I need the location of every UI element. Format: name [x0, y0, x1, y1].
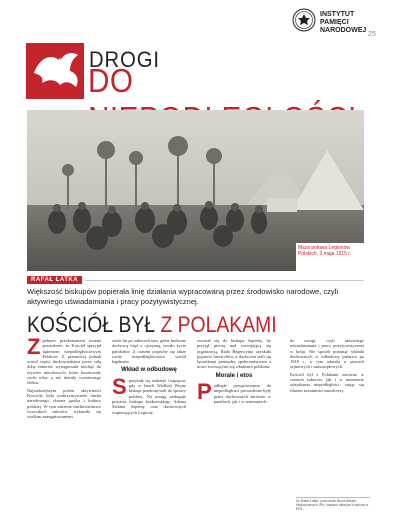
dropcap: S — [112, 373, 127, 399]
article-column-2 — [112, 338, 186, 417]
series-title-top: DROGI — [89, 47, 160, 72]
ipn-eagle-logo — [26, 43, 84, 99]
publisher-line: INSTYTUT — [320, 11, 355, 18]
divider — [85, 280, 364, 281]
photo-caption: Msza polowa Legionów Polskich, 3 maja 1915 r. — [298, 245, 352, 257]
series-title-main: DO — [88, 62, 134, 99]
article-title-accent: Z POLAKAMI — [160, 312, 277, 337]
paragraph — [112, 373, 186, 415]
article-lead: Większość biskupów popierała linię działania wypracowaną przez środowisko narodowe, czyli aktywnego uświadamiania i pracy pozytywistycznej. — [27, 287, 338, 306]
paragraph: do uwagi, czyli aktywnego uświadamiania i pracy pozytywistycznej w kraju. Nie sposób pominąć wkładu duchownych w odbudowę państwa po 1918 r., w tym udziału w pracach sejmowych i samorządowych. — [290, 338, 364, 370]
paragraph — [197, 379, 271, 405]
article-title-main: KOŚCIÓŁ BYŁ — [27, 312, 156, 337]
article-column-1 — [27, 334, 101, 421]
publisher-name — [320, 11, 366, 35]
paragraph-text: odległe przygotowania do niepodległości prowadzone były przez duchownych zarówno w parafiach, jak i w seminariach. — [213, 383, 271, 404]
article-column-3 — [197, 338, 271, 406]
ipn-emblem-icon — [292, 8, 316, 32]
publisher-line: NARODOWEJ — [320, 27, 367, 34]
author-footnote: Dr Rafał Łatka, pracownik Biura Badań Historycznych IPN, badacz dziejów Kościoła w PRL. — [296, 499, 369, 512]
section-subhead: Morale i etos — [215, 372, 253, 379]
page-number: 25 — [368, 31, 376, 38]
author-badge: RAFAŁ ŁATKA — [27, 276, 82, 284]
paragraph — [27, 334, 101, 386]
paragraph-text: pełnym przekonaniem można powiedzieć, że Kościół sprzyjał dążeniom niepodległościowym Polaków. Z pewnością jednak wśród części duchowieństwa przez całą dobę zaborów występowała niechęć do zrywów narodowych, które kosztowały wiele ofiar, a nie dawały wymiernego efektu. — [27, 338, 101, 386]
publisher-line: PAMIĘCI — [320, 19, 349, 26]
paragraph: wiele lat po zaborach tam, gdzie budzono duchową więź z ojczyzną, trwało życie parafialne. Z czasem pojawiły się także ruchy niepodległościowe wśród kapłanów. — [112, 338, 186, 365]
paragraph-text: potykały się nadzieje i napięcia, gdy w latach Wielkiej Wojny biskupi przekonywali do sprawy polskiej. Na uwagę zasługuje postawa biskupa krakowskiego Adama Stefana Sapiehy oraz duchownych wspierających Legiony. — [112, 377, 186, 415]
section-subhead: Wkład w odbudowę — [121, 367, 177, 374]
dropcap: Z — [27, 334, 41, 359]
dropcap: P — [197, 379, 212, 405]
paragraph: Najważniejszym polem aktywności Kościoła była podtrzymywanie ducha narodowego, obrona języka i kultury polskiej. W tym zakresie duchowieństwo wszystkich zaborów wykazało się wielkim zaangażowaniem. — [27, 387, 101, 420]
paragraph: zwracał się do biskupa Sapiehy, by przyjął pieczę nad rozwijającą się organizacją. Rada Regencyjna uzyskała poparcie hierarchów, a duchowni stali się łącznikami pomiędzy społeczeństwem a nowo tworzącymi się władzami polskimi. — [197, 338, 271, 370]
article-title — [27, 312, 277, 338]
article-column-4 — [290, 338, 364, 395]
paragraph: Kościół był z Polakami zarówno w czasach zaborów, jak i w momencie odzyskania niepodległości, stając się filarem tożsamości narodowej. — [290, 371, 364, 393]
